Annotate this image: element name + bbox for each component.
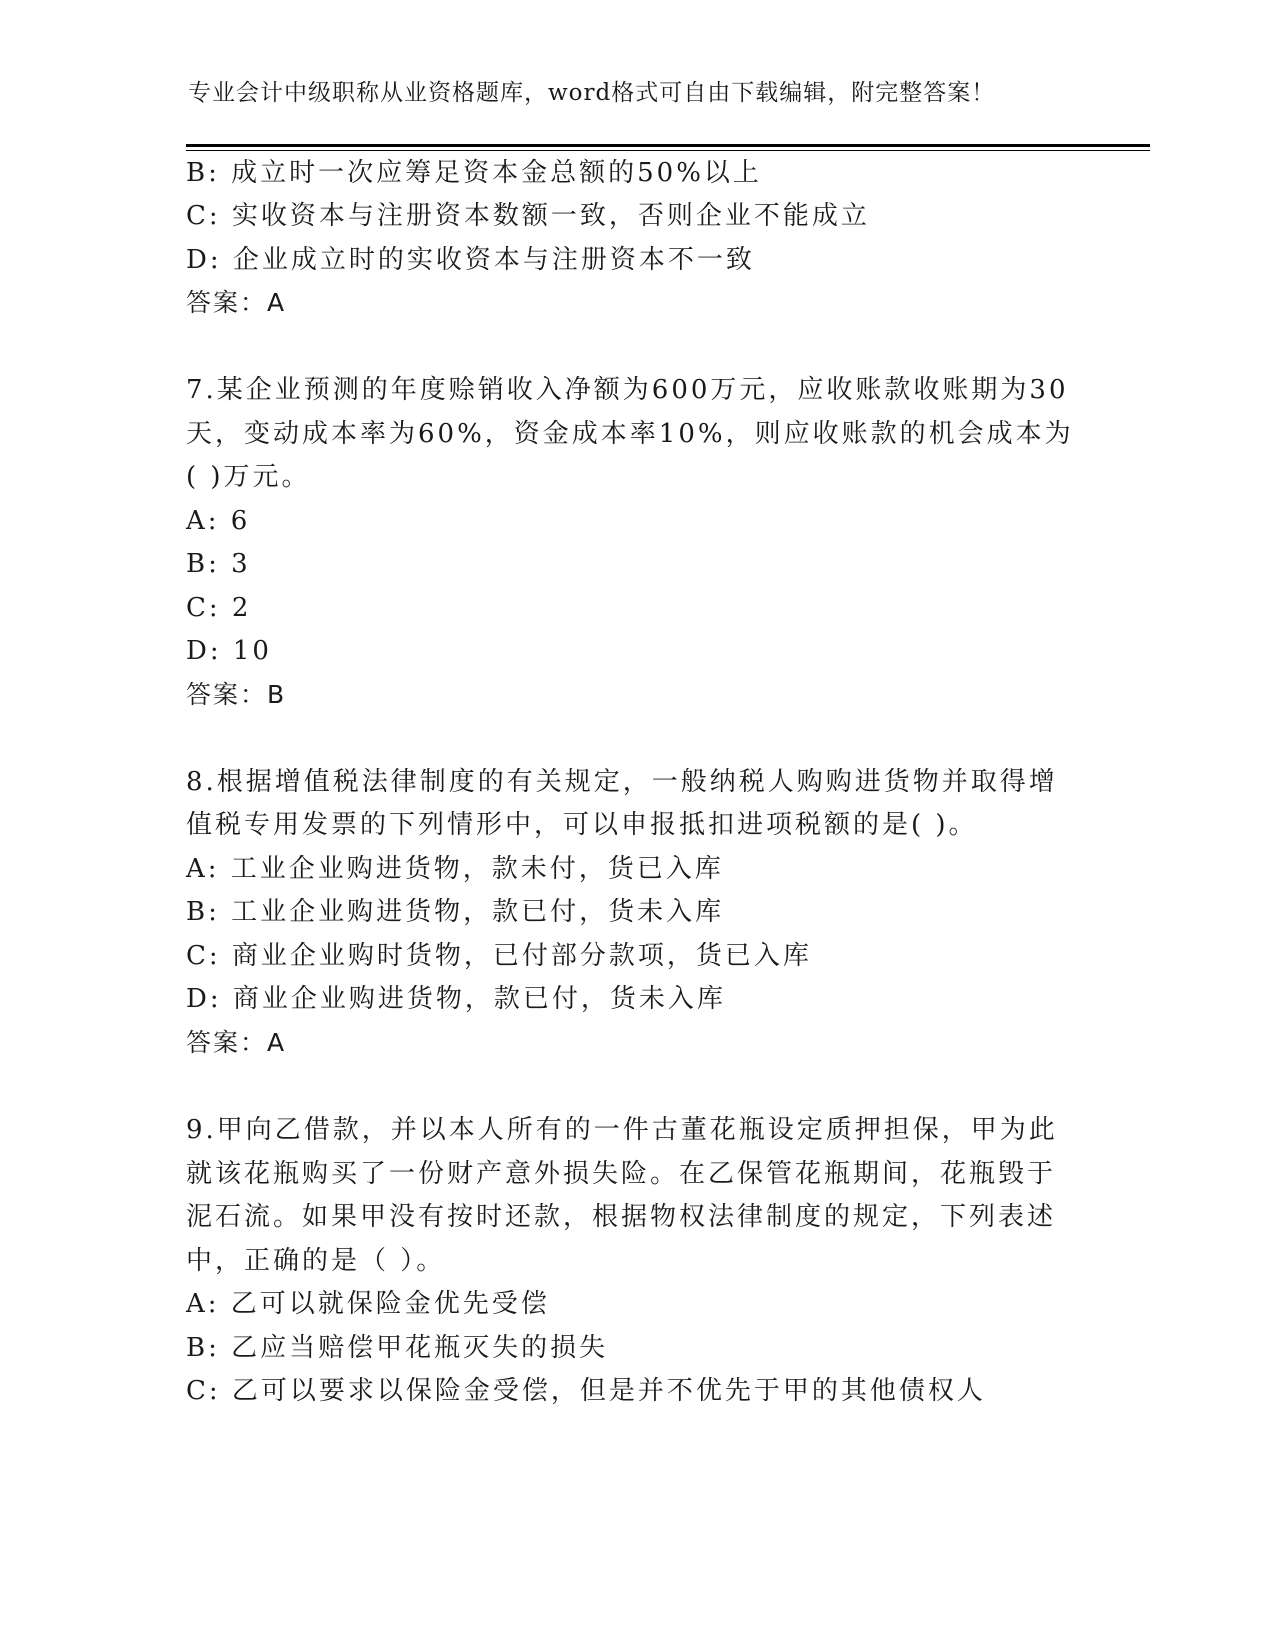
- q7-option-c: C: 2: [186, 593, 252, 623]
- q8-stem-line-2: 值税专用发票的下列情形中，可以申报抵扣进项税额的是( )。: [186, 810, 978, 840]
- q8-answer: 答案：A: [186, 1028, 287, 1057]
- q9-option-b: B: 乙应当赔偿甲花瓶灭失的损失: [186, 1333, 609, 1363]
- q7-option-d: D: 10: [186, 636, 272, 666]
- q7-answer: 答案：B: [186, 680, 287, 709]
- q9-option-c: C: 乙可以要求以保险金受偿，但是并不优先于甲的其他债权人: [186, 1376, 986, 1406]
- q8-option-c: C: 商业企业购时货物，已付部分款项，货已入库: [186, 941, 812, 971]
- q9-stem-line-1: 9.甲向乙借款，并以本人所有的一件古董花瓶设定质押担保，甲为此: [186, 1115, 1058, 1145]
- q7-stem-line-2: 天，变动成本率为60%，资金成本率10%，则应收账款的机会成本为: [186, 419, 1074, 449]
- q7-stem-line-1: 7.某企业预测的年度赊销收入净额为600万元，应收账款收账期为30: [186, 375, 1069, 405]
- q8-option-a: A: 工业企业购进货物，款未付，货已入库: [186, 854, 724, 884]
- q9-stem-line-2: 就该花瓶购买了一份财产意外损失险。在乙保管花瓶期间，花瓶毁于: [186, 1159, 1057, 1189]
- header-rule-thin: [186, 150, 1150, 151]
- q6-option-c: C: 实收资本与注册资本数额一致，否则企业不能成立: [186, 201, 870, 231]
- header-rule-thick: [186, 144, 1150, 147]
- q9-option-a: A: 乙可以就保险金优先受偿: [186, 1289, 550, 1319]
- q8-option-d: D: 商业企业购进货物，款已付，货未入库: [186, 984, 726, 1014]
- q9-stem-line-4: 中，正确的是（ ）。: [186, 1246, 446, 1276]
- q7-stem-line-3: ( )万元。: [186, 462, 311, 492]
- q6-option-b: B: 成立时一次应筹足资本金总额的50%以上: [186, 158, 762, 188]
- q6-option-d: D: 企业成立时的实收资本与注册资本不一致: [186, 245, 755, 275]
- q7-option-a: A: 6: [186, 506, 251, 536]
- q6-answer: 答案：A: [186, 288, 287, 317]
- q7-option-b: B: 3: [186, 549, 251, 579]
- page-header: 专业会计中级职称从业资格题库，word格式可自由下载编辑，附完整答案！: [188, 80, 996, 106]
- q8-option-b: B: 工业企业购进货物，款已付，货未入库: [186, 897, 725, 927]
- q9-stem-line-3: 泥石流。如果甲没有按时还款，根据物权法律制度的规定，下列表述: [186, 1202, 1057, 1232]
- q8-stem-line-1: 8.根据增值税法律制度的有关规定，一般纳税人购购进货物并取得增: [186, 767, 1058, 797]
